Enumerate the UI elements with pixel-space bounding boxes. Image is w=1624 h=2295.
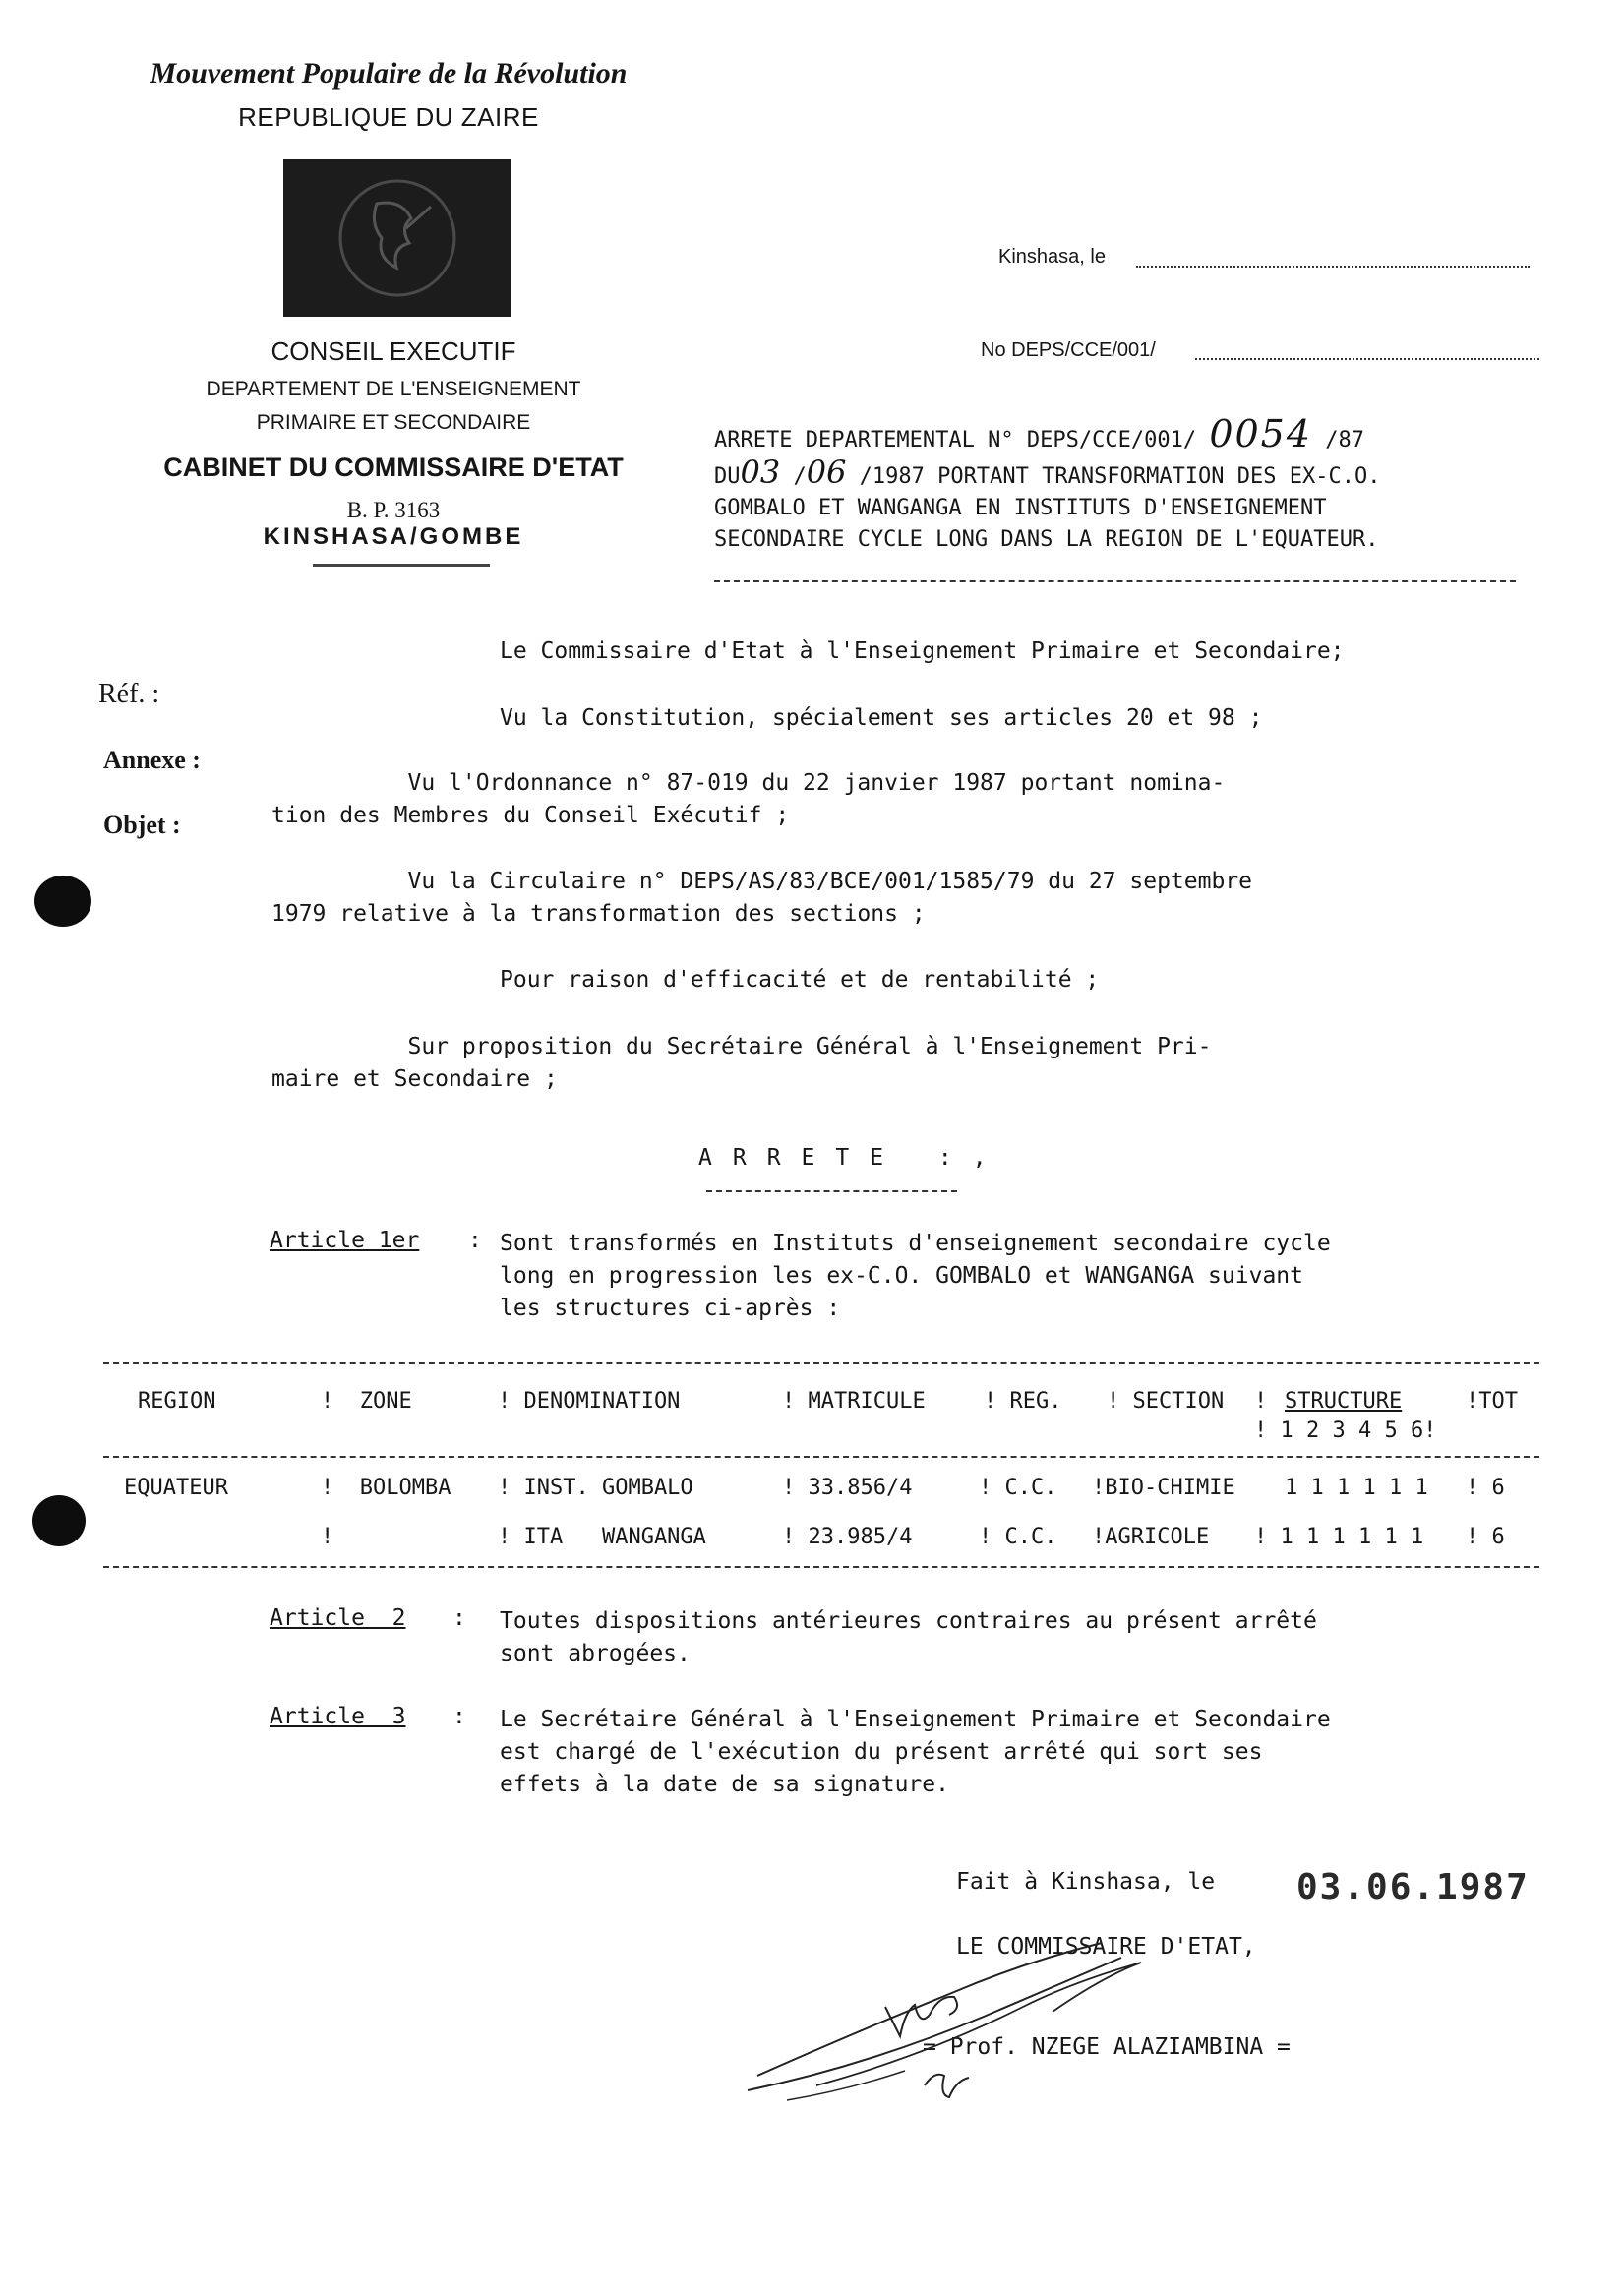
col-header-region: REGION (138, 1389, 216, 1414)
commissaire-title: LE COMMISSAIRE D'ETAT, (956, 1934, 1256, 1960)
punch-hole-mark (32, 1495, 86, 1546)
article-2-text: Toutes dispositions antérieures contraires au présent arrêté sont abrogées. (500, 1608, 1317, 1666)
table-cell-structure: ! 1 1 1 1 1 1 (1254, 1525, 1424, 1549)
article-3-text: Le Secrétaire Général à l'Enseignement Primaire et Secondaire est chargé de l'exécution du présent arrêté qui sort ses effets à la date de sa signature. (500, 1707, 1331, 1797)
date-dotted-line (1136, 266, 1530, 268)
commissaire-preamble: Le Commissaire d'Etat à l'Enseignement Primaire et Secondaire; (500, 638, 1345, 664)
col-header-structure-years: ! 1 2 3 4 5 6! (1254, 1419, 1437, 1443)
department-subtitle: PRIMAIRE ET SECONDAIRE (256, 411, 531, 434)
decree-number-prefix: ARRETE DEPARTEMENTAL N° DEPS/CCE/001/ (714, 428, 1210, 453)
article-1-colon: : (468, 1228, 482, 1253)
table-cell-region: EQUATEUR (124, 1476, 228, 1500)
decree-date-prefix: DU (714, 464, 741, 489)
reference-dotted-line (1195, 358, 1539, 360)
republic-title: REPUBLIQUE DU ZAIRE (238, 102, 539, 132)
article-2-label: Article 2 (270, 1605, 406, 1631)
considerant-proposition: Sur proposition du Secrétaire Général à l'Enseignement Pri- maire et Secondaire ; (271, 1034, 1212, 1092)
national-emblem-logo (283, 159, 511, 317)
table-cell-matricule: ! 33.856/4 (782, 1476, 913, 1500)
table-cell-structure: 1 1 1 1 1 1 (1285, 1476, 1428, 1500)
table-cell-section: !BIO-CHIMIE (1092, 1476, 1235, 1500)
city-address: KINSHASA/GOMBE (263, 523, 524, 550)
col-header-reg: ! REG. (984, 1389, 1062, 1414)
address-underline (313, 564, 490, 567)
table-cell-tot: ! 6 (1466, 1525, 1505, 1549)
table-cell-denomination: ! INST. GOMBALO (498, 1476, 693, 1500)
col-header-structure-sep: ! (1254, 1389, 1268, 1414)
decree-heading-line1 (714, 412, 1365, 455)
arrete-title-underline (706, 1190, 957, 1192)
decree-heading-line2 (714, 453, 1381, 491)
table-cell-zone: ! BOLOMBA (321, 1476, 451, 1500)
considerant-efficacite: Pour raison d'efficacité et de rentabilité ; (500, 967, 1100, 993)
table-cell-matricule: ! 23.985/4 (782, 1525, 913, 1549)
date-label: Kinshasa, le (998, 246, 1106, 268)
signatory-name: = Prof. NZEGE ALAZIAMBINA = (923, 2034, 1291, 2060)
arrete-title: ARRETE :, (698, 1145, 1007, 1171)
handwritten-month: 06 (806, 453, 847, 491)
postal-box: B. P. 3163 (346, 498, 441, 522)
considerant-ordonnance: Vu l'Ordonnance n° 87-019 du 22 janvier 1987 portant nomina- tion des Membres du Conseil Exécutif ; (271, 770, 1226, 828)
reference-number-label: No DEPS/CCE/001/ (981, 339, 1156, 361)
cabinet-title: CABINET DU COMMISSAIRE D'ETAT (163, 453, 624, 482)
decree-subject-part3: SECONDAIRE CYCLE LONG DANS LA REGION DE L'EQUATEUR. (714, 527, 1379, 552)
table-cell-tot: ! 6 (1466, 1476, 1505, 1500)
table-cell-reg: ! C.C. (979, 1525, 1057, 1549)
article-3-colon: : (452, 1704, 466, 1729)
table-header-rule (103, 1456, 1539, 1458)
col-header-matricule: ! MATRICULE (782, 1389, 926, 1414)
considerant-constitution: Vu la Constitution, spécialement ses articles 20 et 98 ; (500, 705, 1263, 731)
table-cell-denomination: ! ITA WANGANGA (498, 1525, 706, 1549)
col-header-zone: ! ZONE (321, 1389, 412, 1414)
ref-label: Réf. : (98, 679, 160, 709)
department-name: DEPARTEMENT DE L'ENSEIGNEMENT (206, 378, 581, 400)
col-header-tot: !TOT (1466, 1389, 1518, 1414)
col-header-structure: STRUCTURE (1285, 1389, 1403, 1414)
article-2-colon: : (452, 1605, 466, 1631)
table-top-rule (103, 1362, 1539, 1364)
handwritten-day: 03 (740, 453, 781, 491)
conseil-executif: CONSEIL EXECUTIF (271, 336, 516, 366)
table-cell-section: !AGRICOLE (1092, 1525, 1210, 1549)
decree-subject-part1: /1987 PORTANT TRANSFORMATION DES EX-C.O. (846, 464, 1381, 489)
article-3-label: Article 3 (270, 1704, 406, 1729)
fait-a-kinshasa: Fait à Kinshasa, le (956, 1869, 1216, 1895)
col-header-section: ! SECTION (1107, 1389, 1225, 1414)
heading-dashed-rule (714, 580, 1516, 582)
table-cell-reg: ! C.C. (979, 1476, 1057, 1500)
annexe-label: Annexe : (103, 746, 201, 774)
punch-hole-mark (34, 876, 91, 927)
table-cell-zone: ! (321, 1525, 334, 1549)
objet-label: Objet : (103, 811, 181, 839)
table-bottom-rule (103, 1566, 1539, 1568)
decree-subject-part2: GOMBALO ET WANGANGA EN INSTITUTS D'ENSEIGNEMENT (714, 496, 1327, 520)
date-stamp: 03.06.1987 (1296, 1867, 1530, 1907)
decree-heading (714, 412, 1560, 556)
date-separator: / (780, 464, 807, 489)
handwritten-signature (728, 1889, 1239, 2125)
handwritten-decree-number: 0054 (1209, 412, 1313, 455)
movement-title: Mouvement Populaire de la Révolution (150, 57, 628, 90)
article-1-text: Sont transformés en Instituts d'enseignement secondaire cycle long en progression les ex-C.O. GOMBALO et WANGANGA suivant les structures ci-après : (500, 1231, 1331, 1321)
decree-year: /87 (1312, 428, 1365, 453)
col-header-denomination: ! DENOMINATION (498, 1389, 681, 1414)
considerant-circulaire: Vu la Circulaire n° DEPS/AS/83/BCE/001/1585/79 du 27 septembre 1979 relative à la transformation des sections ; (271, 869, 1252, 927)
article-1-label: Article 1er (270, 1228, 420, 1253)
